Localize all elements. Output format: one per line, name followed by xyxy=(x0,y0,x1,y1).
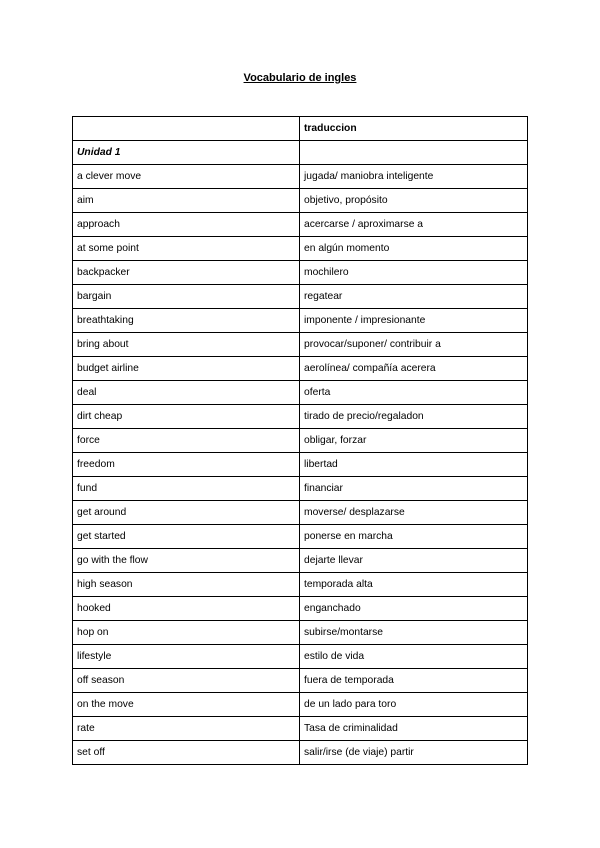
term-cell: rate xyxy=(73,717,300,741)
term-cell: get around xyxy=(73,501,300,525)
table-row xyxy=(73,405,528,429)
term-cell: off season xyxy=(73,669,300,693)
table-row xyxy=(73,669,528,693)
term-cell: set off xyxy=(73,741,300,765)
translation-cell: dejarte llevar xyxy=(300,549,528,573)
translation-cell: ponerse en marcha xyxy=(300,525,528,549)
translation-cell: acercarse / aproximarse a xyxy=(300,213,528,237)
translation-cell: tirado de precio/regaladon xyxy=(300,405,528,429)
term-cell: bargain xyxy=(73,285,300,309)
header-term-cell xyxy=(73,117,300,141)
term-cell: go with the flow xyxy=(73,549,300,573)
term-cell: hooked xyxy=(73,597,300,621)
term-cell: dirt cheap xyxy=(73,405,300,429)
table-row xyxy=(73,189,528,213)
translation-cell: temporada alta xyxy=(300,573,528,597)
term-cell: breathtaking xyxy=(73,309,300,333)
term-cell: approach xyxy=(73,213,300,237)
term-cell: bring about xyxy=(73,333,300,357)
term-cell: force xyxy=(73,429,300,453)
translation-cell: objetivo, propósito xyxy=(300,189,528,213)
term-cell: hop on xyxy=(73,621,300,645)
translation-cell: mochilero xyxy=(300,261,528,285)
translation-cell: estilo de vida xyxy=(300,645,528,669)
unit-row xyxy=(73,141,528,165)
unit-label: Unidad 1 xyxy=(73,141,300,165)
translation-cell: salir/irse (de viaje) partir xyxy=(300,741,528,765)
term-cell: fund xyxy=(73,477,300,501)
term-cell: backpacker xyxy=(73,261,300,285)
header-translation-cell: traduccion xyxy=(300,117,528,141)
translation-cell: financiar xyxy=(300,477,528,501)
term-cell: on the move xyxy=(73,693,300,717)
table-row xyxy=(73,645,528,669)
translation-cell: Tasa de criminalidad xyxy=(300,717,528,741)
table-row xyxy=(73,429,528,453)
term-cell: deal xyxy=(73,381,300,405)
term-cell: a clever move xyxy=(73,165,300,189)
translation-cell: regatear xyxy=(300,285,528,309)
table-row xyxy=(73,621,528,645)
translation-cell: de un lado para toro xyxy=(300,693,528,717)
translation-cell: imponente / impresionante xyxy=(300,309,528,333)
table-row xyxy=(73,693,528,717)
table-row xyxy=(73,741,528,765)
table-row xyxy=(73,237,528,261)
table-row xyxy=(73,261,528,285)
translation-cell: subirse/montarse xyxy=(300,621,528,645)
term-cell: high season xyxy=(73,573,300,597)
translation-cell: enganchado xyxy=(300,597,528,621)
translation-cell: oferta xyxy=(300,381,528,405)
term-cell: at some point xyxy=(73,237,300,261)
table-row xyxy=(73,285,528,309)
table-row xyxy=(73,573,528,597)
unit-empty-cell xyxy=(300,141,528,165)
table-row xyxy=(73,525,528,549)
table-row xyxy=(73,333,528,357)
term-cell: lifestyle xyxy=(73,645,300,669)
table-row xyxy=(73,549,528,573)
table-row xyxy=(73,717,528,741)
translation-cell: en algún momento xyxy=(300,237,528,261)
translation-cell: fuera de temporada xyxy=(300,669,528,693)
term-cell: freedom xyxy=(73,453,300,477)
table-row xyxy=(73,477,528,501)
translation-cell: provocar/suponer/ contribuir a xyxy=(300,333,528,357)
table-row xyxy=(73,165,528,189)
term-cell: aim xyxy=(73,189,300,213)
table-header-row xyxy=(73,117,528,141)
translation-cell: libertad xyxy=(300,453,528,477)
vocabulary-table xyxy=(72,116,528,765)
table-row xyxy=(73,453,528,477)
translation-cell: moverse/ desplazarse xyxy=(300,501,528,525)
table-row xyxy=(73,213,528,237)
table-row xyxy=(73,309,528,333)
table-row xyxy=(73,597,528,621)
table-row xyxy=(73,357,528,381)
term-cell: budget airline xyxy=(73,357,300,381)
table-row xyxy=(73,501,528,525)
term-cell: get started xyxy=(73,525,300,549)
translation-cell: aerolínea/ compañía acerera xyxy=(300,357,528,381)
translation-cell: jugada/ maniobra inteligente xyxy=(300,165,528,189)
translation-cell: obligar, forzar xyxy=(300,429,528,453)
vocabulary-body xyxy=(73,141,528,765)
document-title: Vocabulario de ingles xyxy=(243,72,357,84)
table-row xyxy=(73,381,528,405)
